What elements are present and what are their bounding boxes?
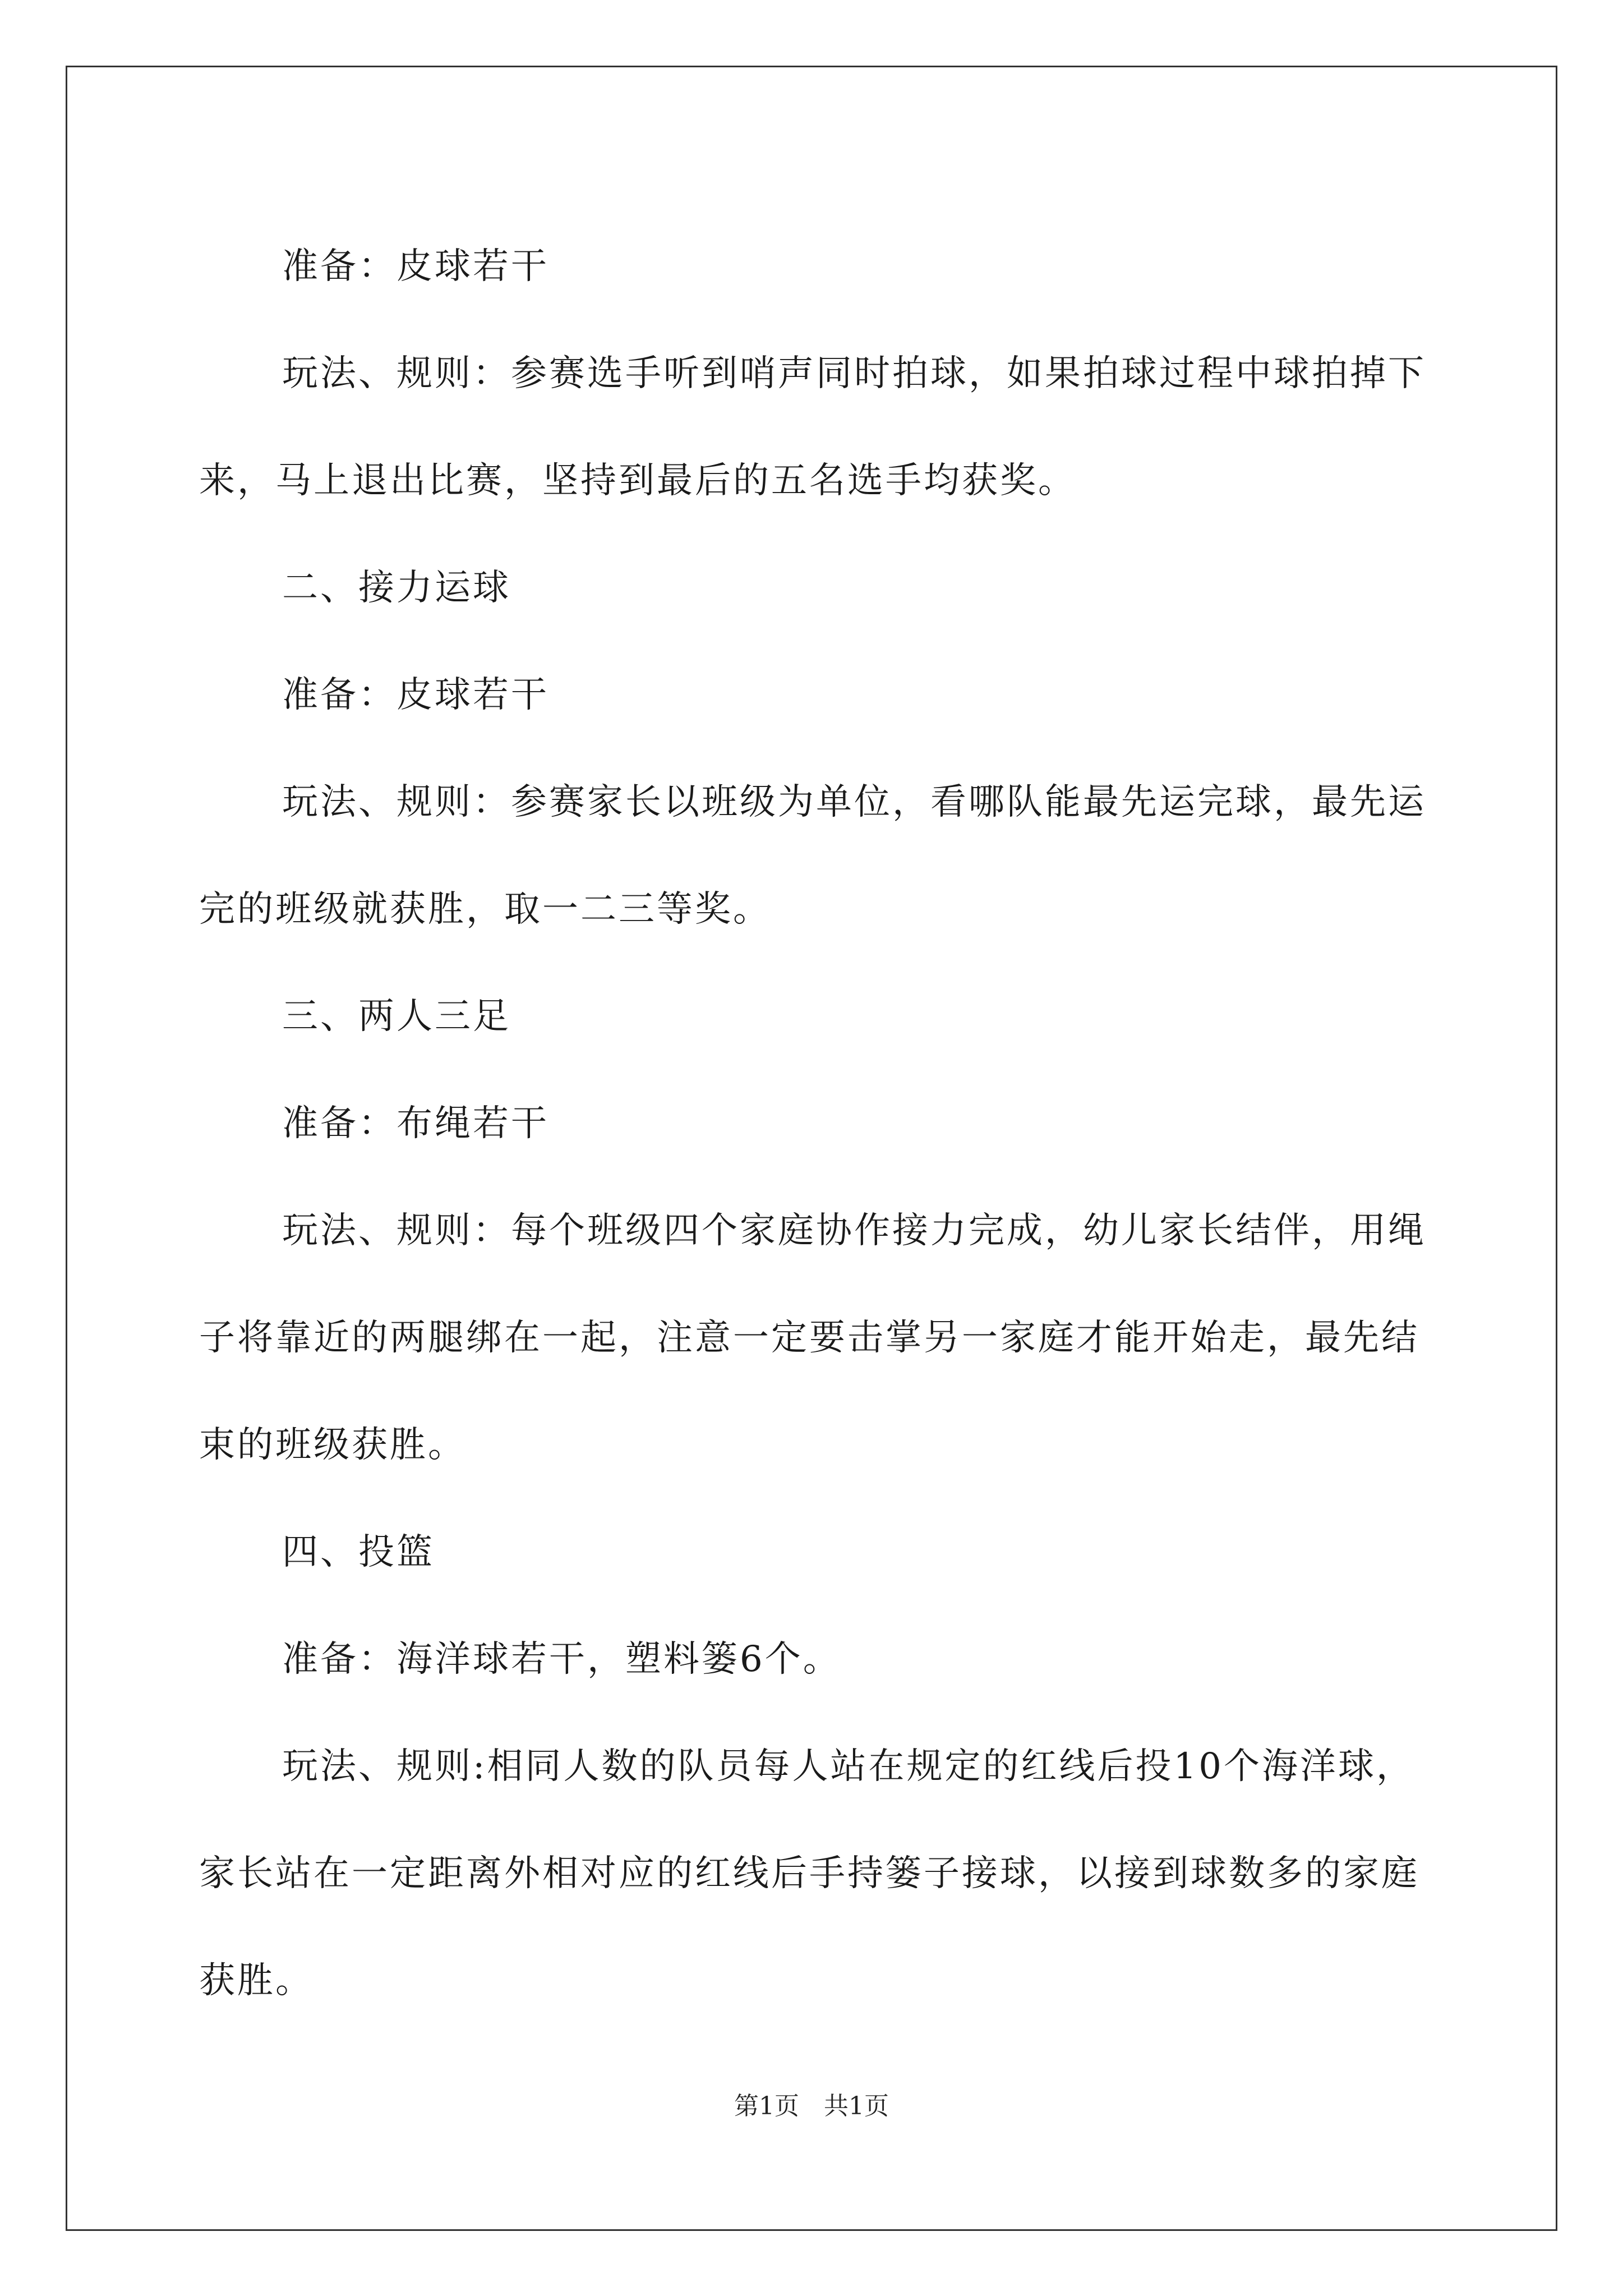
section-heading-relay: 二、接力运球	[282, 567, 511, 609]
paragraph-prepare-3: 准备：布绳若干	[282, 1103, 549, 1144]
section-heading-shooting: 四、投篮	[282, 1531, 435, 1573]
section-heading-three-legged: 三、两人三足	[282, 996, 511, 1037]
page-footer: 第1页 共1页	[734, 2092, 889, 2120]
paragraph-prepare-4: 准备：海洋球若干，塑料篓6个。	[282, 1639, 841, 1680]
paragraph-prepare-2: 准备：皮球若干	[282, 674, 549, 716]
paragraph-rules-2: 玩法、规则：参赛家长以班级为单位，看哪队能最先运完球，最先运完的班级就获胜，取一二三等奖。	[199, 781, 1426, 930]
paragraph-rules-4: 玩法、规则:相同人数的队员每人站在规定的红线后投10个海洋球，家长站在一定距离外相对应的红线后手持篓子接球，以接到球数多的家庭获胜。	[199, 1746, 1419, 2001]
paragraph-rules-1: 玩法、规则：参赛选手听到哨声同时拍球，如果拍球过程中球拍掉下来，马上退出比赛，坚持到最后的五名选手均获奖。	[199, 353, 1426, 501]
paragraph-prepare-1: 准备：皮球若干	[282, 246, 549, 287]
paragraph-rules-3: 玩法、规则：每个班级四个家庭协作接力完成，幼儿家长结伴，用绳子将靠近的两腿绑在一起，注意一定要击掌另一家庭才能开始走，最先结束的班级获胜。	[199, 1210, 1426, 1466]
document-body	[199, 213, 1438, 2035]
